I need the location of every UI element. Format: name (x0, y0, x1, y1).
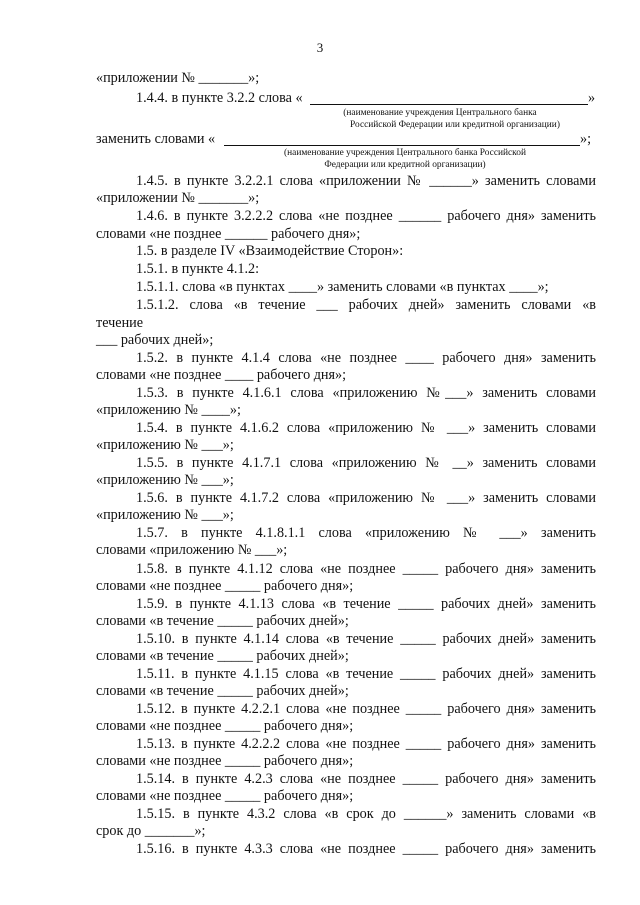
text-line: 1.5.9. в пункте 4.1.13 слова «в течение _____ рабочих дней» заменить (136, 596, 596, 612)
field-caption: (наименование учреждения Центрального банка Российской (284, 148, 526, 158)
text-line: 1.5.4. в пункте 4.1.6.2 слова «приложению № ___» заменить словами (136, 420, 596, 436)
text-line: 1.5.6. в пункте 4.1.7.2 слова «приложению № ___» заменить словами (136, 490, 596, 506)
page-number: 3 (316, 40, 324, 55)
text-line: 1.5.11. в пункте 4.1.15 слова «в течение _____ рабочих дней» заменить (136, 666, 596, 682)
text-line: 1.5.1.2. слова «в течение ___ рабочих дней» заменить словами «в (136, 297, 596, 313)
blank-field-line (310, 104, 588, 105)
text-line: 1.5.8. в пункте 4.1.12 слова «не позднее _____ рабочего дня» заменить (136, 561, 596, 577)
text-line: 1.4.4. в пункте 3.2.2 слова « (136, 90, 303, 106)
text-line: ___ рабочих дней»; (96, 332, 214, 348)
text-line: словами «приложению № ___»; (96, 542, 288, 558)
text-line: » (588, 90, 596, 106)
text-line: 1.5.12. в пункте 4.2.2.1 слова «не позднее _____ рабочего дня» заменить (136, 701, 596, 717)
text-line: словами «в течение _____ рабочих дней»; (96, 683, 349, 699)
text-line: «приложению № ___»; (96, 472, 234, 488)
text-line: 1.5.3. в пункте 4.1.6.1 слова «приложению №___» заменить словами (136, 385, 596, 401)
field-caption: Российской Федерации или кредитной организации) (350, 120, 560, 130)
text-line: словами «не позднее ____ рабочего дня»; (96, 367, 347, 383)
text-line: «приложению № ____»; (96, 402, 241, 418)
text-line: «приложении № _______»; (96, 190, 260, 206)
text-line: словами «не позднее _____ рабочего дня»; (96, 753, 354, 769)
text-line: »; (580, 131, 592, 147)
text-line: словами «не позднее _____ рабочего дня»; (96, 718, 354, 734)
text-line: словами «не позднее _____ рабочего дня»; (96, 788, 354, 804)
text-line: 1.5.2. в пункте 4.1.4 слова «не позднее ____ рабочего дня» заменить (136, 350, 596, 366)
field-caption: Федерации или кредитной организации) (324, 160, 486, 170)
text-line: словами «в течение _____ рабочих дней»; (96, 648, 349, 664)
text-line: 1.5.15. в пункте 4.3.2 слова «в срок до ______» заменить словами «в (136, 806, 596, 822)
text-line: 1.5.5. в пункте 4.1.7.1 слова «приложению № __» заменить словами (136, 455, 596, 471)
text-line: 1.5. в разделе IV «Взаимодействие Сторон»: (136, 243, 404, 259)
text-line: «приложении № _______»; (96, 70, 260, 86)
text-line: «приложению № ___»; (96, 507, 234, 523)
text-line: словами «не позднее ______ рабочего дня»; (96, 226, 361, 242)
text-line: словами «не позднее _____ рабочего дня»; (96, 578, 354, 594)
text-line: 1.5.1. в пункте 4.1.2: (136, 261, 260, 277)
text-line: заменить словами « (96, 131, 216, 147)
field-caption: (наименование учреждения Центрального банка (343, 108, 537, 118)
text-line: 1.5.13. в пункте 4.2.2.2 слова «не позднее _____ рабочего дня» заменить (136, 736, 596, 752)
blank-field-line (224, 145, 580, 146)
text-line: течение (96, 315, 144, 331)
text-line: срок до _______»; (96, 823, 206, 839)
text-line: 1.5.10. в пункте 4.1.14 слова «в течение _____ рабочих дней» заменить (136, 631, 596, 647)
text-line: 1.5.7. в пункте 4.1.8.1.1 слова «приложению № ___» заменить (136, 525, 596, 541)
text-line: 1.5.16. в пункте 4.3.3 слова «не позднее _____ рабочего дня» заменить (136, 841, 596, 857)
text-line: 1.5.14. в пункте 4.2.3 слова «не позднее _____ рабочего дня» заменить (136, 771, 596, 787)
text-line: 1.4.6. в пункте 3.2.2.2 слова «не позднее ______ рабочего дня» заменить (136, 208, 596, 224)
text-line: «приложению № ___»; (96, 437, 234, 453)
text-line: словами «в течение _____ рабочих дней»; (96, 613, 349, 629)
text-line: 1.4.5. в пункте 3.2.2.1 слова «приложении № ______» заменить словами (136, 173, 596, 189)
text-line: 1.5.1.1. слова «в пунктах ____» заменить словами «в пунктах ____»; (136, 279, 549, 295)
